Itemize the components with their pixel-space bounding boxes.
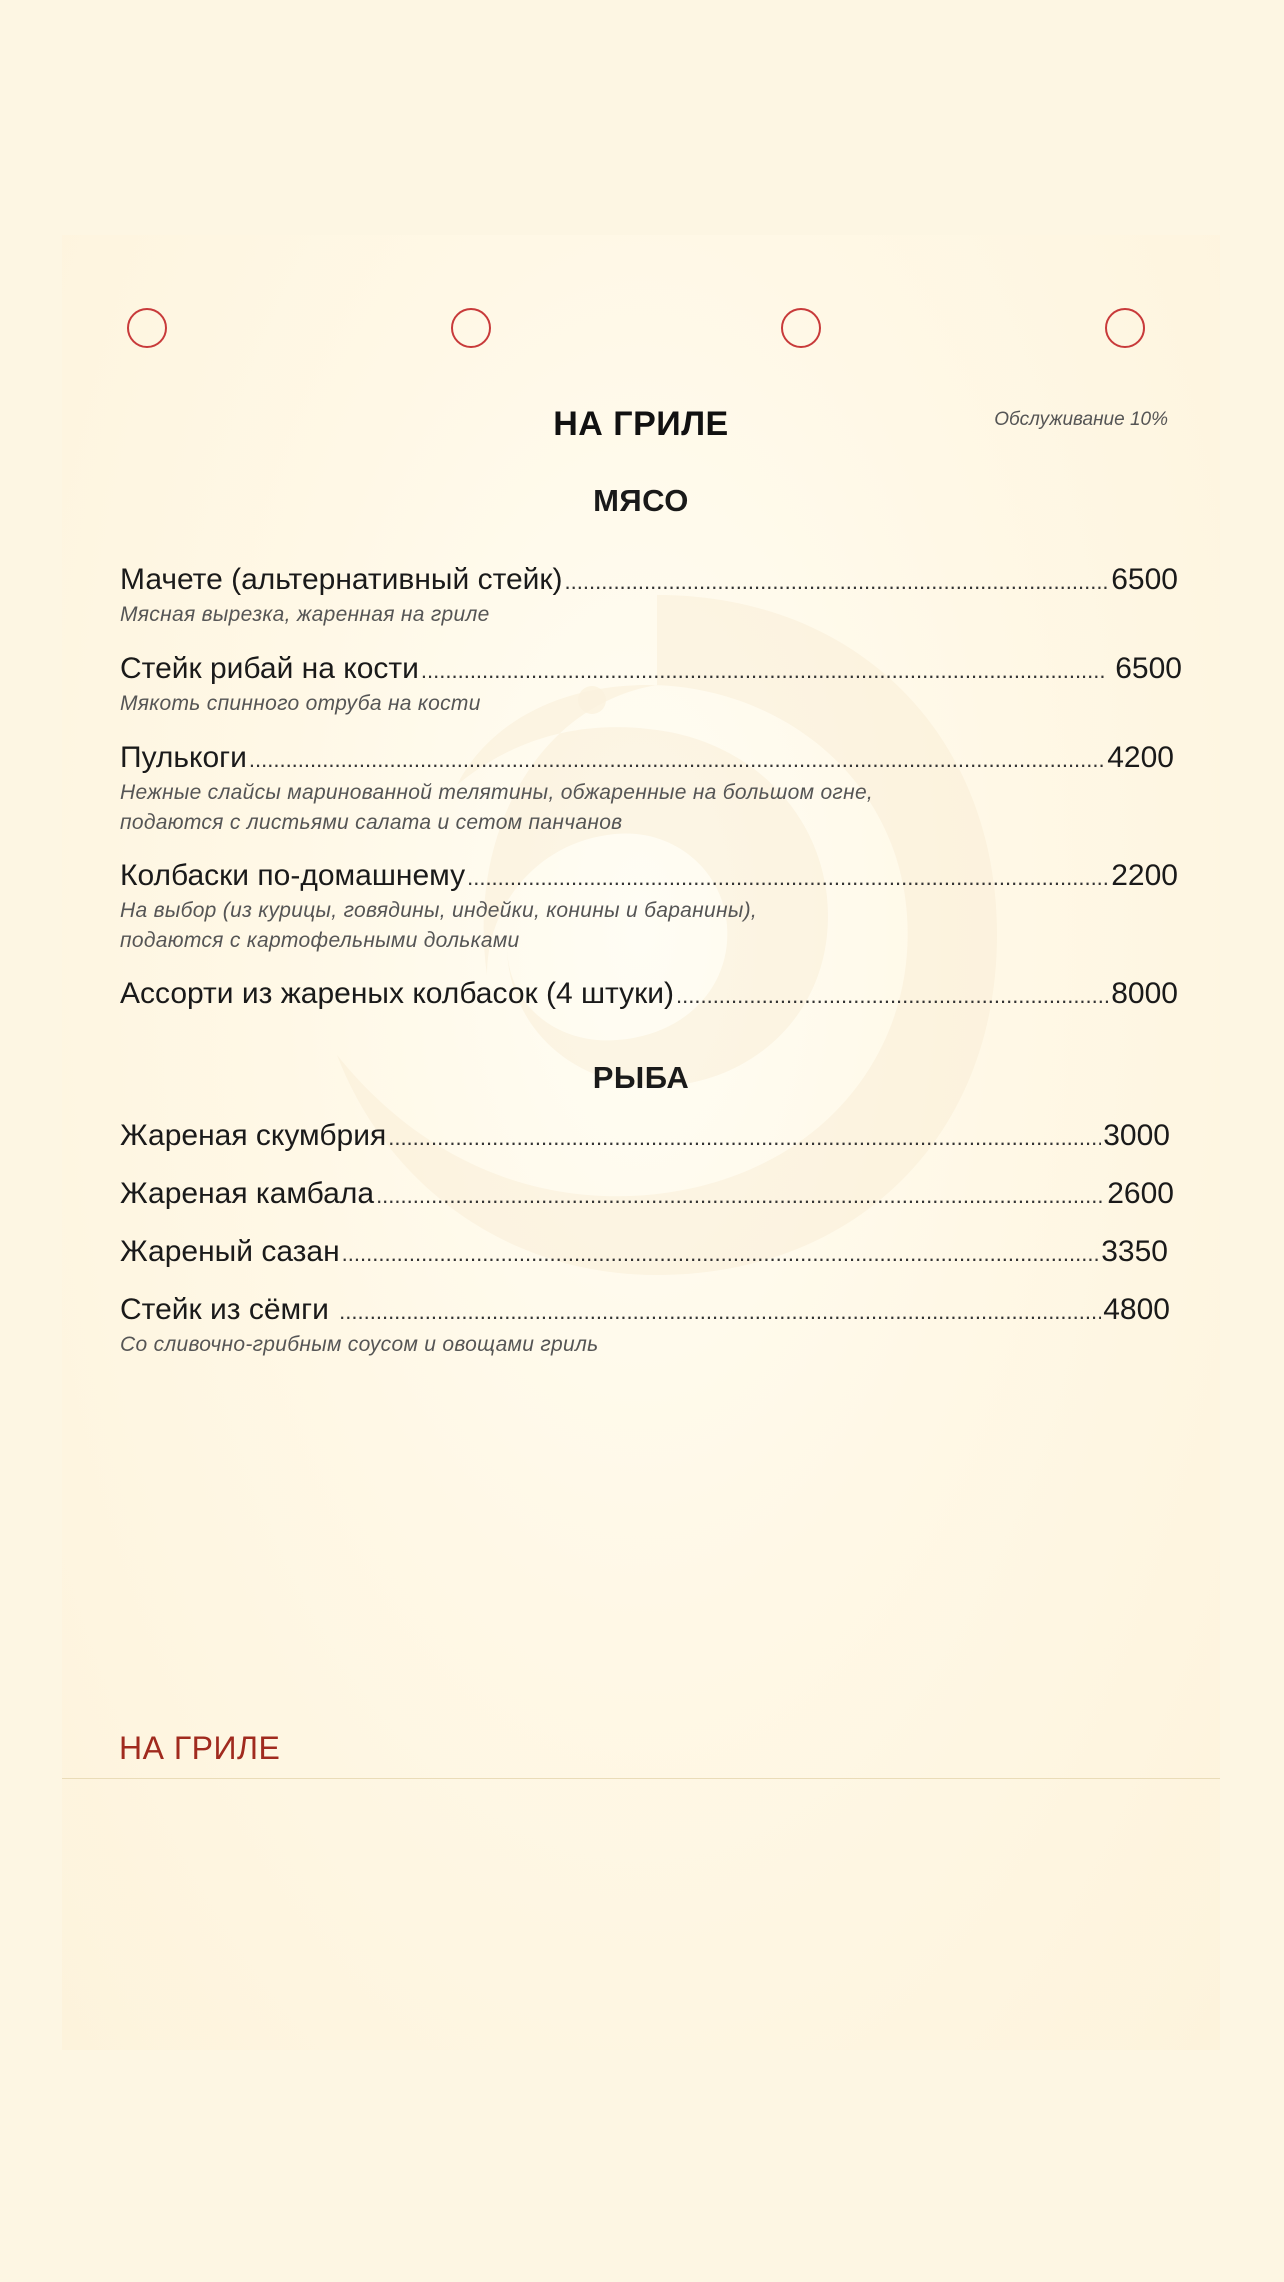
item-price: 4800 [1103,1293,1170,1326]
menu-item [120,1292,1240,1360]
item-name: Стейк из сёмги [120,1293,338,1326]
item-price: 6500 [1111,563,1178,596]
item-name: Стейк рибай на кости [120,652,419,685]
item-price: 8000 [1111,977,1178,1010]
menu-item [120,562,1240,630]
item-name: Жареная камбала [120,1177,375,1210]
item-description: На выбор (из курицы, говядины, индейки, конины и баранины), [120,899,758,922]
menu-item [120,740,1240,838]
binder-hole-icon [1105,308,1145,348]
item-description: Мякоть спинного отруба на кости [120,692,481,715]
menu-page [62,235,1220,2050]
menu-item [120,976,1240,1014]
item-name: Пулькоги [120,741,247,774]
item-name: Ассорти из жареных колбасок (4 штуки) [120,977,675,1010]
item-price: 2200 [1111,859,1178,892]
dot-leader [388,1120,1101,1156]
item-price: 3000 [1103,1119,1170,1152]
dot-leader [676,978,1109,1014]
section-heading-meat: МЯСО [593,483,689,518]
dot-leader [249,742,1105,778]
item-description: Со сливочно-грибным соусом и овощами гриль [120,1333,599,1356]
binder-hole-icon [127,308,167,348]
menu-item [120,651,1240,719]
binder-hole-icon [781,308,821,348]
service-charge-note: Обслуживание 10% [994,409,1168,430]
item-name: Колбаски по-домашнему [120,859,466,892]
binder-hole-icon [451,308,491,348]
item-price: 2600 [1107,1177,1174,1210]
dot-leader [339,1294,1101,1330]
item-description: Мясная вырезка, жаренная на гриле [120,603,490,626]
dot-leader [467,860,1109,896]
footer-divider [62,1778,1220,1779]
menu-item [120,858,1240,956]
item-name: Мачете (альтернативный стейк) [120,563,563,596]
dot-leader [342,1236,1100,1272]
section-heading-fish: РЫБА [592,1060,690,1095]
page-title: НА ГРИЛЕ [553,405,729,443]
footer-section-title: НА ГРИЛЕ [119,1730,281,1766]
dot-leader [421,653,1105,689]
item-price: 6500 [1115,652,1182,685]
menu-item [120,1176,1240,1214]
menu-item [120,1118,1240,1156]
item-name: Жареная скумбрия [120,1119,387,1152]
dot-leader [376,1178,1105,1214]
item-description: подаются с картофельными дольками [120,929,520,952]
item-price: 3350 [1101,1235,1168,1268]
dot-leader [565,564,1110,600]
item-price: 4200 [1107,741,1174,774]
menu-item [120,1234,1240,1272]
item-description: Нежные слайсы маринованной телятины, обжаренные на большом огне, [120,781,874,804]
item-name: Жареный сазан [120,1235,340,1268]
item-description: подаются с листьями салата и сетом панчанов [120,811,623,834]
